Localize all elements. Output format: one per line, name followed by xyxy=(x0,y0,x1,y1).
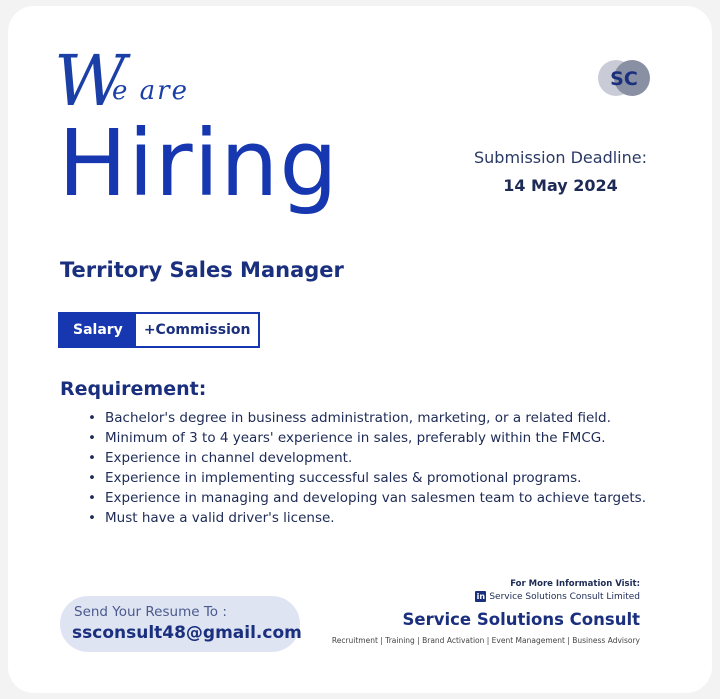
requirements-heading: Requirement: xyxy=(60,378,207,400)
requirement-item: • Bachelor's degree in business administration, marketing, or a related field. xyxy=(88,408,668,428)
linkedin-name: Service Solutions Consult Limited xyxy=(489,591,640,602)
services-list: Recruitment | Training | Brand Activation | Event Management | Business Advisory xyxy=(331,636,640,645)
job-title: Territory Sales Manager xyxy=(60,258,344,282)
requirement-item: • Experience in managing and developing van salesmen team to achieve targets. xyxy=(88,488,668,508)
requirement-item: • Experience in implementing successful sales & promotional programs. xyxy=(88,468,668,488)
requirement-item: • Minimum of 3 to 4 years' experience in sales, preferably within the FMCG. xyxy=(88,428,668,448)
pay-badge xyxy=(58,312,260,348)
linkedin-icon: in xyxy=(476,592,486,601)
commission-label: +Commission xyxy=(136,314,259,346)
requirement-item: • Experience in channel development. xyxy=(88,448,668,468)
requirement-item: • Must have a valid driver's license. xyxy=(88,508,668,528)
deadline-label: Submission Deadline: xyxy=(473,148,647,167)
salary-label: Salary xyxy=(60,314,136,346)
brand-name: Service Solutions Consult xyxy=(402,610,640,629)
linkedin-link[interactable] xyxy=(475,591,640,602)
deadline-date: 14 May 2024 xyxy=(503,176,618,195)
we-are-text: e are xyxy=(112,76,189,106)
logo-letters: SC xyxy=(610,68,638,90)
more-info-label: For More Information Visit: xyxy=(510,579,640,589)
requirements-list xyxy=(88,408,668,528)
resume-contact-box xyxy=(60,596,300,652)
send-resume-label: Send Your Resume To : xyxy=(74,604,227,620)
hiring-title: Hiring xyxy=(58,110,339,217)
email-address[interactable]: ssconsult48@gmail.com xyxy=(72,623,302,643)
company-logo xyxy=(596,58,652,98)
hiring-poster xyxy=(8,6,712,693)
we-are-initial: W xyxy=(54,40,126,122)
